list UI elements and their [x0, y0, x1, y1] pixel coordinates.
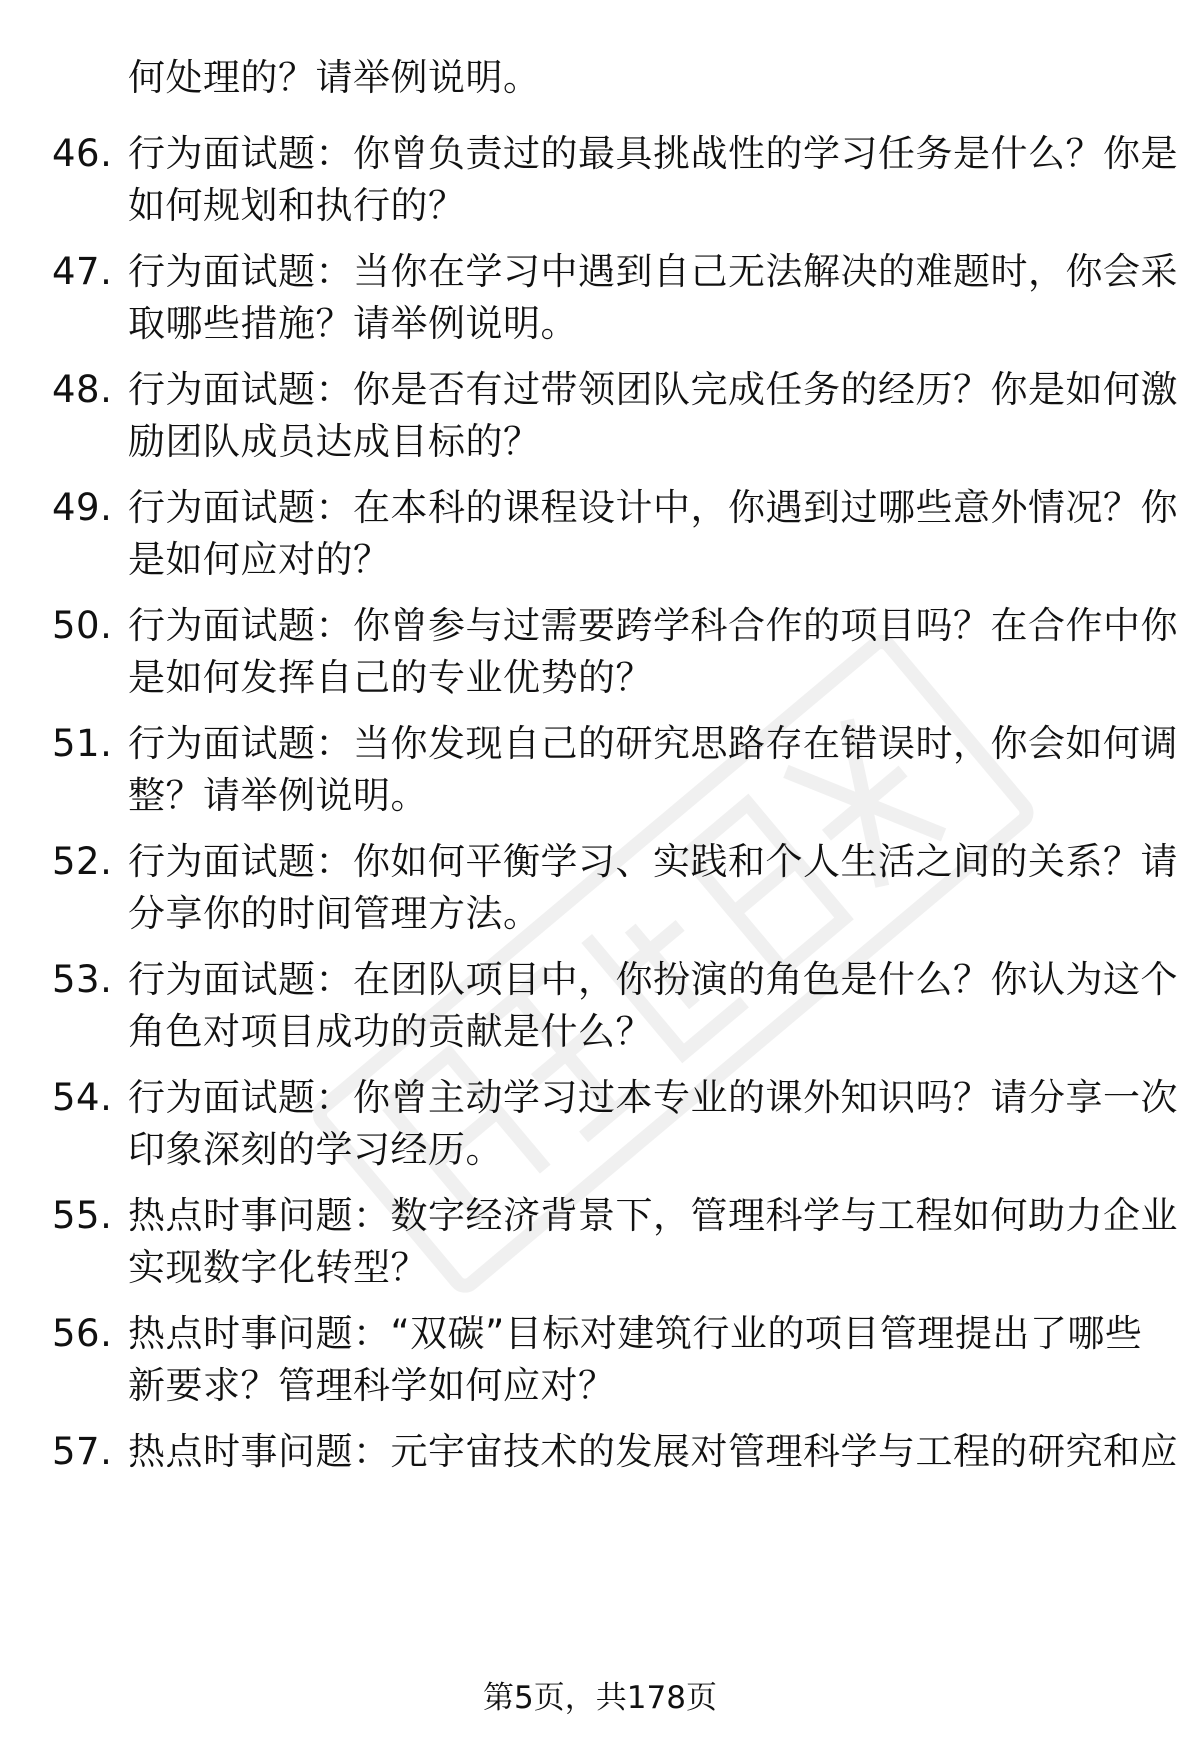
item-number: 46.	[52, 132, 113, 175]
item-number: 51.	[52, 722, 113, 765]
item-text-line2: 分享你的时间管理方法。	[128, 892, 541, 935]
item-number: 52.	[52, 840, 113, 883]
item-text-line2: 印象深刻的学习经历。	[128, 1128, 503, 1171]
item-text-line2: 是如何应对的？	[128, 538, 391, 581]
item-number: 54.	[52, 1076, 113, 1119]
item-text-line2: 实现数字化转型？	[128, 1246, 428, 1289]
item-text-line1: 热点时事问题：数字经济背景下，管理科学与工程如何助力企业	[128, 1194, 1178, 1237]
continuation-text: 何处理的？请举例说明。	[128, 56, 541, 99]
item-text-line2: 角色对项目成功的贡献是什么？	[128, 1010, 653, 1053]
item-text-line2: 取哪些措施？请举例说明。	[128, 302, 578, 345]
item-text-line1: 行为面试题：你曾主动学习过本专业的课外知识吗？请分享一次	[128, 1076, 1178, 1119]
item-number: 48.	[52, 368, 113, 411]
item-number: 56.	[52, 1312, 113, 1355]
item-text-line2: 励团队成员达成目标的？	[128, 420, 541, 463]
item-number: 55.	[52, 1194, 113, 1237]
item-text-line1: 行为面试题：当你发现自己的研究思路存在错误时，你会如何调	[128, 722, 1178, 765]
item-text-line1: 行为面试题：在本科的课程设计中，你遇到过哪些意外情况？你	[128, 486, 1178, 529]
item-number: 47.	[52, 250, 113, 293]
item-text-line2: 整？请举例说明。	[128, 774, 428, 817]
item-text-line2: 是如何发挥自己的专业优势的？	[128, 656, 653, 699]
item-text-line1: 行为面试题：当你在学习中遇到自己无法解决的难题时，你会采	[128, 250, 1178, 293]
item-text-line1: 行为面试题：你曾参与过需要跨学科合作的项目吗？在合作中你	[128, 604, 1178, 647]
item-number: 53.	[52, 958, 113, 1001]
item-text-line1: 热点时事问题：“双碳”目标对建筑行业的项目管理提出了哪些	[128, 1312, 1143, 1355]
item-text-line1: 行为面试题：你曾负责过的最具挑战性的学习任务是什么？你是	[128, 132, 1178, 175]
item-number: 57.	[52, 1430, 113, 1473]
item-number: 49.	[52, 486, 113, 529]
item-text-line1: 热点时事问题：元宇宙技术的发展对管理科学与工程的研究和应	[128, 1430, 1178, 1473]
item-text-line1: 行为面试题：在团队项目中，你扮演的角色是什么？你认为这个	[128, 958, 1178, 1001]
item-text-line2: 如何规划和执行的？	[128, 184, 466, 227]
item-number: 50.	[52, 604, 113, 647]
item-text-line1: 行为面试题：你是否有过带领团队完成任务的经历？你是如何激	[128, 368, 1178, 411]
item-text-line1: 行为面试题：你如何平衡学习、实践和个人生活之间的关系？请	[128, 840, 1178, 883]
page-footer: 第5页，共178页	[483, 1680, 717, 1716]
item-text-line2: 新要求？管理科学如何应对？	[128, 1364, 616, 1407]
